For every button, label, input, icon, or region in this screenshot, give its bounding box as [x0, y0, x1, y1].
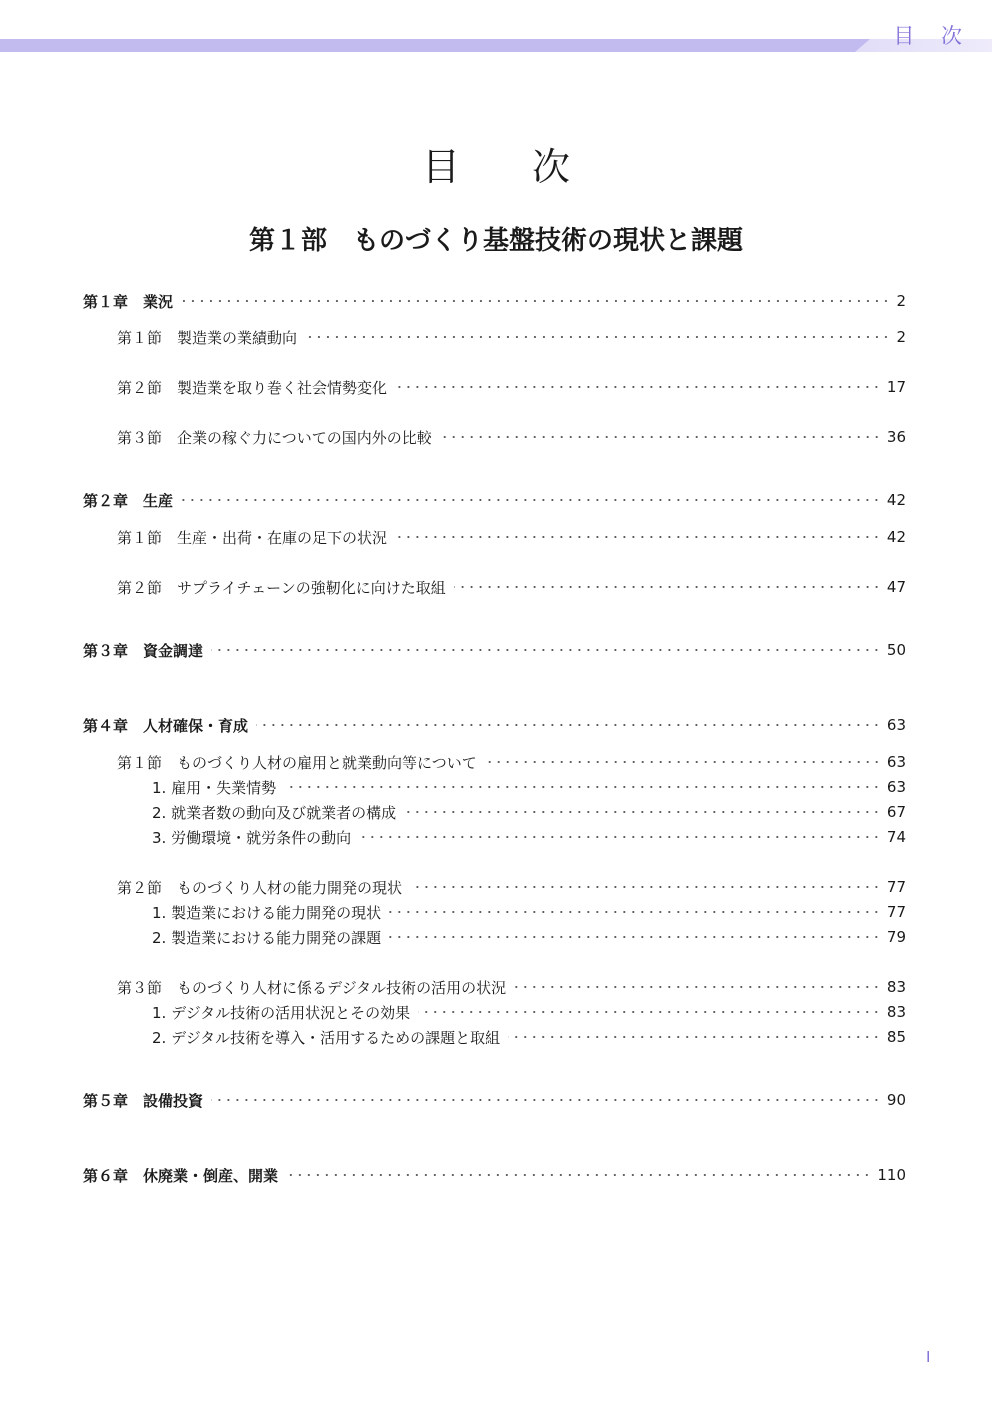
toc-page-number: 42	[886, 528, 906, 546]
toc-subsection-4-3-1[interactable]	[152, 1000, 906, 1024]
toc-page-number: 2	[896, 292, 906, 310]
toc-subsection-4-2-1[interactable]	[152, 900, 906, 924]
toc-page-number: 79	[886, 928, 906, 946]
toc-chapter-4[interactable]	[83, 713, 906, 737]
toc-section-4-2[interactable]	[117, 875, 906, 899]
toc-entry-text: 2. 製造業における能力開発の課題	[152, 928, 382, 947]
toc-entry-text: 1. デジタル技術の活用状況とその効果	[152, 1003, 411, 1022]
toc-subsection-4-1-3[interactable]	[152, 825, 906, 849]
toc-subsection-4-1-2[interactable]	[152, 800, 906, 824]
dot-leader	[418, 1010, 881, 1014]
toc-entry-text: 1. 製造業における能力開発の現状	[152, 903, 382, 922]
toc-entry-text: 第３節 企業の稼ぐ力についての国内外の比較	[117, 428, 432, 447]
toc-subsection-4-3-2[interactable]	[152, 1025, 906, 1049]
part-title: 第１部 ものづくり基盤技術の現状と課題	[248, 226, 743, 256]
toc-page-number: 63	[886, 716, 906, 734]
toc-subsection-4-1-1[interactable]	[152, 775, 906, 799]
toc-section-1-1[interactable]	[117, 325, 906, 349]
dot-leader	[440, 435, 881, 439]
toc-entry-text: 第２章 生産	[83, 491, 174, 510]
toc-page-number: 2	[896, 328, 906, 346]
toc-chapter-2[interactable]	[83, 488, 906, 512]
dot-leader	[211, 648, 881, 652]
dot-leader	[389, 935, 881, 939]
dot-leader	[211, 1098, 881, 1102]
dot-leader	[404, 810, 881, 814]
toc-page-number: 17	[886, 378, 906, 396]
toc-entry-text: 第５章 設備投資	[83, 1091, 204, 1110]
toc-page-number: 63	[886, 778, 906, 796]
toc-section-4-3[interactable]	[117, 975, 906, 999]
toc-entry-text: 第１節 生産・出荷・在庫の足下の状況	[117, 528, 388, 547]
dot-leader	[286, 1173, 871, 1177]
toc-subsection-4-2-2[interactable]	[152, 925, 906, 949]
toc-chapter-6[interactable]	[83, 1163, 906, 1187]
toc-section-2-1[interactable]	[117, 525, 906, 549]
toc-entry-text: 第２節 ものづくり人材の能力開発の現状	[117, 878, 403, 897]
dot-leader	[284, 785, 881, 789]
toc-entry-text: 第２節 製造業を取り巻く社会情勢変化	[117, 378, 388, 397]
toc-chapter-3[interactable]	[83, 638, 906, 662]
header-section-label: 目 次	[893, 24, 972, 48]
dot-leader	[454, 585, 881, 589]
dot-leader	[389, 910, 881, 914]
toc-entry-text: 2. デジタル技術を導入・活用するための課題と取組	[152, 1028, 501, 1047]
toc-entry-text: 第１節 製造業の業績動向	[117, 328, 298, 347]
toc-page-number: 110	[877, 1166, 906, 1184]
toc-page-number: 67	[886, 803, 906, 821]
dot-leader	[514, 985, 881, 989]
dot-leader	[359, 835, 881, 839]
toc-chapter-1[interactable]	[83, 289, 906, 313]
toc-entry-text: 第１章 業況	[83, 292, 174, 311]
toc-entry-text: 第３節 ものづくり人材に係るデジタル技術の活用の状況	[117, 978, 507, 997]
toc-page-number: 83	[886, 1003, 906, 1021]
toc-page-number: 83	[886, 978, 906, 996]
dot-leader	[508, 1035, 881, 1039]
toc-entry-text: 第６章 休廃業・倒産、開業	[83, 1166, 279, 1185]
dot-leader	[181, 498, 881, 502]
toc-page-number: 74	[886, 828, 906, 846]
toc-page-number: 50	[886, 641, 906, 659]
dot-leader	[395, 385, 881, 389]
dot-leader	[395, 535, 881, 539]
dot-leader	[256, 723, 881, 727]
toc-section-1-2[interactable]	[117, 375, 906, 399]
toc-section-4-1[interactable]	[117, 750, 906, 774]
dot-leader	[410, 885, 881, 889]
toc-entry-text: 1. 雇用・失業情勢	[152, 778, 277, 797]
toc-page-number: 77	[886, 903, 906, 921]
toc-entry-text: 第１節 ものづくり人材の雇用と就業動向等について	[117, 753, 477, 772]
toc-page-number: 63	[886, 753, 906, 771]
dot-leader	[181, 299, 890, 303]
toc-page-number: 42	[886, 491, 906, 509]
page-title: 目 次	[421, 145, 601, 189]
toc-page-number: 85	[886, 1028, 906, 1046]
toc-entry-text: 2. 就業者数の動向及び就業者の構成	[152, 803, 397, 822]
toc-entry-text: 3. 労働環境・就労条件の動向	[152, 828, 352, 847]
toc-page-number: 90	[886, 1091, 906, 1109]
toc-entry-text: 第４章 人材確保・育成	[83, 716, 249, 735]
toc-section-1-3[interactable]	[117, 425, 906, 449]
dot-leader	[305, 335, 890, 339]
toc-page-number: 47	[886, 578, 906, 596]
toc-chapter-5[interactable]	[83, 1088, 906, 1112]
page-folio: I	[926, 1348, 931, 1366]
header-band	[0, 39, 870, 52]
toc-entry-text: 第３章 資金調達	[83, 641, 204, 660]
toc-page-number: 36	[886, 428, 906, 446]
toc-page-number: 77	[886, 878, 906, 896]
toc-section-2-2[interactable]	[117, 575, 906, 599]
dot-leader	[485, 760, 881, 764]
toc-entry-text: 第２節 サプライチェーンの強靭化に向けた取組	[117, 578, 446, 597]
